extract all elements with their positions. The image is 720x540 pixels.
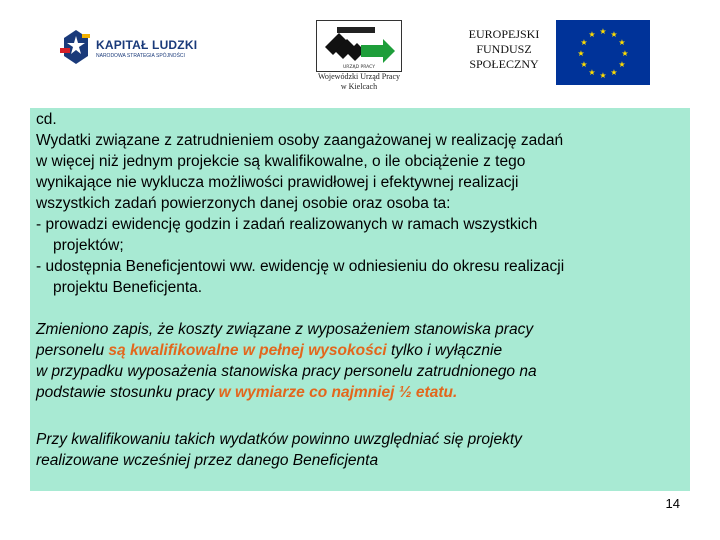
svg-text:★: ★ [599,71,607,80]
kapital-ludzki-subtitle: NARODOWA STRATEGIA SPÓJNOŚCI [96,53,185,59]
paragraph-eligibility [36,109,684,298]
paragraph-qualification [36,429,684,471]
svg-text:★: ★ [621,49,629,58]
svg-text:★: ★ [610,30,618,39]
svg-text:★: ★ [618,60,626,69]
text-line: wszystkich zadań powierzonych danej osobie oraz osoba ta: [36,195,451,212]
text-line: wynikające nie wyklucza możliwości prawidłowej i efektywnej realizacji [36,174,519,191]
content-panel [30,108,690,491]
list-item-continuation: projektów; [53,237,124,254]
text-line: Wydatki związane z zatrudnieniem osoby zaangażowanej w realizację zadań [36,132,564,149]
text-line: w więcej niż jednym projekcie są kwalifikowalne, o ile obciążenie z tego [36,153,526,170]
list-item-continuation: projektu Beneficjenta. [53,279,203,296]
svg-text:★: ★ [618,38,626,47]
svg-text:★: ★ [599,27,607,36]
wup-caption-line2: w Kielcach [340,82,378,91]
wup-caption-line1: Wojewódzki Urząd Pracy [318,72,400,81]
efs-line3: SPOŁECZNY [469,57,539,71]
svg-text:★: ★ [588,30,596,39]
paragraph-change-note [36,319,684,403]
kapital-ludzki-logo [60,26,200,70]
list-item: - udostępnia Beneficjentowi ww. ewidencję w odniesieniu do okresu realizacji [36,258,565,275]
svg-text:★: ★ [580,38,588,47]
page-number: 14 [665,496,680,511]
eu-stars-icon [556,20,650,85]
text-span: personelu [36,342,109,359]
text-line: Zmieniono zapis, że koszty związane z wyposażeniem stanowiska pracy [36,321,534,338]
svg-text:★: ★ [588,68,596,77]
text-span: podstawie stosunku pracy [36,384,219,401]
text-line: cd. [36,111,57,128]
svg-text:★: ★ [610,68,618,77]
text-line: realizowane wcześniej przez danego Beneficjenta [36,452,379,469]
kapital-ludzki-star-icon [60,28,92,66]
svg-text:★: ★ [580,60,588,69]
wup-caption [294,72,424,92]
text-line: w przypadku wyposażenia stanowiska pracy personelu zatrudnionego na [36,363,537,380]
text-line [36,340,684,361]
text-line [36,382,684,403]
kapital-ludzki-title: KAPITAŁ LUDZKI [96,38,198,52]
eu-flag [556,20,650,85]
highlight-half-time: w wymiarze co najmniej ½ etatu. [218,384,458,401]
text-span: tylko i wyłącznie [386,342,503,359]
efs-label [444,27,564,72]
wup-logo [316,20,402,72]
efs-line2: FUNDUSZ [476,42,532,56]
wup-sign-icon [317,21,401,71]
svg-text:★: ★ [577,49,585,58]
text-line: Przy kwalifikowaniu takich wydatków powinno uwzględniać się projekty [36,431,522,448]
efs-line1: EUROPEJSKI [468,27,540,41]
highlight-eligible: są kwalifikowalne w pełnej wysokości [108,342,387,359]
list-item: - prowadzi ewidencję godzin i zadań realizowanych w ramach wszystkich [36,216,538,233]
wup-sign-text: URZĄD PRACY [343,65,375,70]
